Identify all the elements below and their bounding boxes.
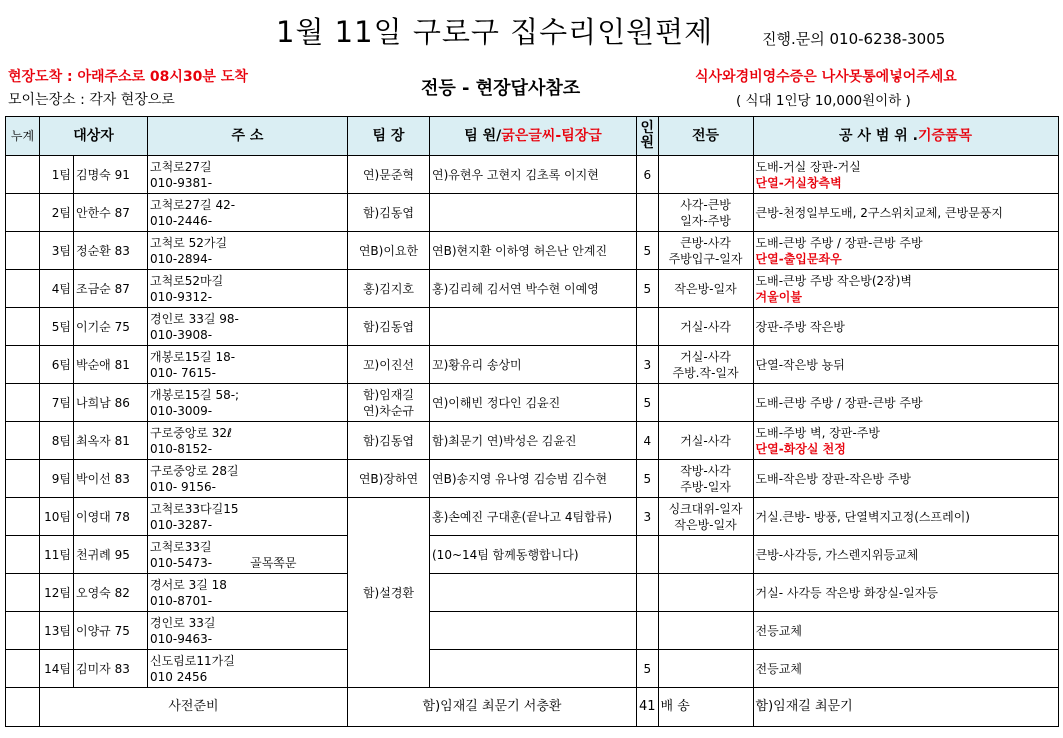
scope-cell: [753, 612, 1058, 650]
light-line-2: 작은방-일자: [674, 517, 737, 532]
light-line-2: 주방-일자: [680, 479, 731, 494]
members-cell: 연)유현우 고현지 김초록 이지현: [430, 156, 637, 194]
table-row: [6, 574, 1059, 612]
light-cell: [658, 536, 753, 574]
name-cell: 박이선 83: [74, 460, 148, 498]
phone-line: 010-2446-: [150, 213, 213, 228]
address-cell: [148, 536, 348, 574]
members-cell: 연B)송지영 유나영 김승범 김수현: [430, 460, 637, 498]
phone-line: 010-3287-: [150, 517, 213, 532]
count-cell: [637, 308, 659, 346]
light-cell: [658, 574, 753, 612]
team-cell: 8팀: [40, 422, 74, 460]
table-body: [6, 156, 1059, 688]
table-row: [6, 498, 1059, 536]
count-cell: 3: [637, 346, 659, 384]
meal-limit-note: ( 식대 1인당 10,000원이하 ): [736, 93, 911, 109]
table-row: [6, 232, 1059, 270]
receipt-notice: 식사와경비영수증은 나사못통에넣어주세요: [695, 69, 957, 85]
count-cell: 5: [637, 270, 659, 308]
prep-label: 사전준비: [40, 688, 348, 727]
col-light: 전등: [658, 117, 753, 156]
leader-cell: [348, 232, 430, 270]
address-line: 신도림로11가길: [150, 653, 235, 668]
delivery-label: 배 송: [658, 688, 753, 727]
phone-line: 010- 7615-: [150, 365, 216, 380]
leader-name: 함)김동엽: [362, 319, 415, 334]
phone-line: 010-3009-: [150, 403, 213, 418]
phone-line: 010-9381-: [150, 175, 213, 190]
address-line: 개봉로15길 18-: [150, 349, 236, 364]
address-note: 골목쪽문: [250, 555, 297, 570]
address-cell: [148, 156, 348, 194]
name-cell: 이영대 78: [74, 498, 148, 536]
light-line: 거실-사각: [680, 433, 731, 448]
leader-name: 꼬)이진선: [362, 357, 415, 372]
col-scope-note: 기증품목: [917, 128, 973, 144]
col-leader: 팀 장: [348, 117, 430, 156]
donation-line: 단열-화장실 천정: [755, 441, 846, 456]
scope-line: 도배-큰방 주방 / 장판-큰방 주방: [755, 235, 923, 250]
donation-line: 단열-출입문좌우: [755, 251, 842, 266]
scope-cell: [753, 650, 1058, 688]
light-line: 거실-사각: [680, 349, 731, 364]
leader-name-2: 연)차순규: [362, 403, 415, 418]
scope-line: 도배-큰방 주방 작은방(2장)벽: [755, 273, 913, 288]
table-row: [6, 194, 1059, 232]
scope-cell: [753, 384, 1058, 422]
table-row: [6, 650, 1059, 688]
phone-line: 010-2894-: [150, 251, 213, 266]
address-line: 구로중앙로 32ℓ: [150, 425, 233, 440]
light-line: 작은방-일자: [674, 281, 737, 296]
cumulative-cell: [6, 194, 40, 232]
name-cell: 이기순 75: [74, 308, 148, 346]
cumulative-cell: [6, 384, 40, 422]
phone-line: 010-9463-: [150, 631, 213, 646]
address-line: 고척로27길 42-: [150, 197, 236, 212]
light-cell: [658, 384, 753, 422]
scope-line: 도배-주방 벽, 장판-주방: [755, 425, 880, 440]
phone-line: 010-8152-: [150, 441, 213, 456]
table-row: [6, 612, 1059, 650]
scope-line: 단열-작은방 뇽뒤: [755, 357, 845, 372]
team-cell: 10팀: [40, 498, 74, 536]
phone-line: 010-5473-: [150, 555, 213, 570]
table-row: [6, 156, 1059, 194]
team-cell: 14팀: [40, 650, 74, 688]
address-line: 경서로 3길 18: [150, 577, 227, 592]
light-cell: [658, 270, 753, 308]
light-line: 큰방-사각: [680, 235, 731, 250]
members-cell: 홍)김리헤 김서연 박수현 이예영: [430, 270, 637, 308]
address-cell: [148, 308, 348, 346]
address-cell: [148, 460, 348, 498]
address-cell: [148, 232, 348, 270]
light-line: 사각-큰방: [680, 197, 731, 212]
light-cell: [658, 232, 753, 270]
team-cell: 13팀: [40, 612, 74, 650]
light-line-2: 일자-주방: [680, 213, 731, 228]
leader-cell: [348, 460, 430, 498]
cumulative-cell: [6, 346, 40, 384]
leader-cell: [348, 270, 430, 308]
address-line: 경인로 33길: [150, 615, 216, 630]
address-line: 구로중앙로 28길: [150, 463, 239, 478]
leader-name: 연)문준혁: [362, 167, 415, 182]
leader-name: 함)김동엽: [362, 205, 415, 220]
light-cell: [658, 346, 753, 384]
scope-cell: [753, 308, 1058, 346]
prep-members: 함)임재길 최문기 서충환: [348, 688, 637, 727]
address-line: 고척로52마길: [150, 273, 224, 288]
cumulative-cell: [6, 460, 40, 498]
name-cell: 오영숙 82: [74, 574, 148, 612]
col-members-note: 굵은글씨-팀장급: [501, 128, 602, 144]
name-cell: 조금순 87: [74, 270, 148, 308]
donation-line: 겨울이불: [755, 289, 802, 304]
cumulative-cell: [6, 574, 40, 612]
name-cell: 안한수 87: [74, 194, 148, 232]
leader-name: 연B)이요한: [358, 243, 419, 258]
address-line: 고척로27길: [150, 159, 212, 174]
cumulative-cell: [6, 536, 40, 574]
light-cell: [658, 612, 753, 650]
footer-row: [6, 688, 1059, 727]
table-row: [6, 422, 1059, 460]
cumulative-cell: [6, 156, 40, 194]
arrival-notice: 현장도착 : 아래주소로 08시30분 도착: [8, 69, 248, 85]
address-cell: [148, 612, 348, 650]
scope-cell: [753, 498, 1058, 536]
col-count-top: 인: [640, 120, 655, 136]
phone-line: 010-3908-: [150, 327, 213, 342]
members-cell: [430, 612, 637, 650]
scope-cell: [753, 232, 1058, 270]
contact-info: 진행.문의 010-6238-3005: [762, 30, 946, 48]
members-cell: 홍)손예진 구대훈(끝나고 4팀합류): [430, 498, 637, 536]
scope-cell: [753, 536, 1058, 574]
col-scope: [753, 117, 1058, 156]
scope-cell: [753, 346, 1058, 384]
count-cell: [637, 574, 659, 612]
address-line: 고척로33길: [150, 539, 212, 554]
table-row: [6, 384, 1059, 422]
light-cell: [658, 308, 753, 346]
scope-cell: [753, 156, 1058, 194]
scope-cell: [753, 422, 1058, 460]
address-cell: [148, 270, 348, 308]
members-cell: [430, 308, 637, 346]
cumulative-cell: [6, 308, 40, 346]
light-note: 전등 - 현장답사참조: [421, 78, 581, 99]
col-scope-prefix: 공 사 범 위 .: [839, 128, 918, 144]
name-cell: 정순환 83: [74, 232, 148, 270]
address-cell: [148, 346, 348, 384]
phone-line: 010- 9156-: [150, 479, 216, 494]
light-line-2: 주방.작-일자: [672, 365, 739, 380]
col-members: [430, 117, 637, 156]
col-target: 대상자: [40, 117, 148, 156]
leader-cell: [348, 422, 430, 460]
name-cell: 천귀례 95: [74, 536, 148, 574]
scope-cell: [753, 574, 1058, 612]
scope-cell: [753, 270, 1058, 308]
cumulative-cell: [6, 270, 40, 308]
team-cell: 7팀: [40, 384, 74, 422]
address-cell: [148, 498, 348, 536]
count-cell: [637, 536, 659, 574]
team-cell: 4팀: [40, 270, 74, 308]
name-cell: 김명숙 91: [74, 156, 148, 194]
name-cell: 박순애 81: [74, 346, 148, 384]
team-cell: 9팀: [40, 460, 74, 498]
members-cell: 함)최문기 연)박성은 김윤진: [430, 422, 637, 460]
count-cell: 5: [637, 232, 659, 270]
col-members-prefix: 팀 원/: [464, 128, 502, 144]
footer-empty-1: [6, 688, 40, 727]
leader-cell: [348, 384, 430, 422]
table-row: [6, 460, 1059, 498]
header-row: [6, 117, 1059, 156]
name-cell: 나희남 86: [74, 384, 148, 422]
light-line-2: 주방입구-일자: [668, 251, 743, 266]
leader-name: 함)임재길: [362, 387, 415, 402]
light-cell: [658, 156, 753, 194]
members-cell: 연B)현지환 이하영 허은난 안계진: [430, 232, 637, 270]
table-row: [6, 308, 1059, 346]
col-cumulative: 누계: [6, 117, 40, 156]
table-row: [6, 346, 1059, 384]
members-cell: 꼬)황유리 송상미: [430, 346, 637, 384]
light-line: 작방-사각: [680, 463, 731, 478]
light-line: 거실-사각: [680, 319, 731, 334]
members-cell: [430, 194, 637, 232]
scope-line: 큰방-사각등, 가스렌지위등교체: [755, 547, 919, 562]
leader-name: 연B)장하연: [358, 471, 419, 486]
leader-name: 홍)김지호: [362, 281, 415, 296]
leader-cell: [348, 194, 430, 232]
cumulative-cell: [6, 612, 40, 650]
address-cell: [148, 422, 348, 460]
col-address: 주 소: [148, 117, 348, 156]
address-cell: [148, 194, 348, 232]
address-cell: [148, 574, 348, 612]
scope-line: 도배-작은방 장판-작은방 주방: [755, 471, 911, 486]
name-cell: 이양규 75: [74, 612, 148, 650]
count-cell: 4: [637, 422, 659, 460]
team-cell: 2팀: [40, 194, 74, 232]
scope-line: 전등교체: [755, 623, 802, 638]
light-cell: [658, 194, 753, 232]
count-cell: 6: [637, 156, 659, 194]
phone-line: 010-8701-: [150, 593, 213, 608]
table-row: [6, 270, 1059, 308]
scope-line: 거실.큰방- 방풍, 단열벽지고정(스프레이): [755, 509, 970, 524]
leader-name: 함)김동엽: [362, 433, 415, 448]
team-cell: 3팀: [40, 232, 74, 270]
leader-cell: [348, 346, 430, 384]
count-cell: 5: [637, 460, 659, 498]
members-cell: (10~14팀 함께동행합니다): [430, 536, 637, 574]
team-cell: 1팀: [40, 156, 74, 194]
cumulative-cell: [6, 232, 40, 270]
team-cell: 11팀: [40, 536, 74, 574]
light-cell: [658, 460, 753, 498]
scope-line: 도배-큰방 주방 / 장판-큰방 주방: [755, 395, 923, 410]
light-cell: [658, 650, 753, 688]
address-cell: [148, 384, 348, 422]
meeting-place: 모이는장소 : 각자 현장으로: [8, 92, 175, 108]
cumulative-cell: [6, 422, 40, 460]
count-cell: [637, 194, 659, 232]
cumulative-cell: [6, 498, 40, 536]
members-cell: [430, 650, 637, 688]
phone-line: 010 2456: [150, 669, 208, 684]
scope-line: 큰방-천정일부도배, 2구스위치교체, 큰방문풍지: [755, 205, 1004, 220]
leader-cell: 함)설경환: [348, 498, 430, 688]
col-count-bottom: 원: [640, 135, 655, 151]
light-cell: [658, 422, 753, 460]
light-cell: [658, 498, 753, 536]
address-line: 고척로33다길15: [150, 501, 239, 516]
table-row: [6, 536, 1059, 574]
count-cell: 5: [637, 384, 659, 422]
scope-line: 도배-거실 장판-거실: [755, 159, 861, 174]
leader-cell: [348, 308, 430, 346]
col-count: [637, 117, 659, 156]
team-cell: 12팀: [40, 574, 74, 612]
name-cell: 최옥자 81: [74, 422, 148, 460]
donation-line: 단열-거실창측벽: [755, 175, 842, 190]
name-cell: 김미자 83: [74, 650, 148, 688]
address-line: 개봉로15길 58-;: [150, 387, 240, 402]
phone-line: 010-9312-: [150, 289, 213, 304]
scope-line: 거실- 사각등 작은방 화장실-일자등: [755, 585, 938, 600]
members-cell: [430, 574, 637, 612]
team-cell: 6팀: [40, 346, 74, 384]
address-cell: [148, 650, 348, 688]
total-count: 41: [637, 688, 659, 727]
members-cell: 연)이해빈 정다인 김윤진: [430, 384, 637, 422]
address-line: 고척로 52가길: [150, 235, 228, 250]
leader-cell: [348, 156, 430, 194]
light-line: 싱크대위-일자: [668, 501, 743, 516]
delivery-members: 함)임재길 최문기: [753, 688, 1058, 727]
scope-cell: [753, 194, 1058, 232]
team-cell: 5팀: [40, 308, 74, 346]
count-cell: [637, 612, 659, 650]
address-line: 경인로 33길 98-: [150, 311, 239, 326]
page-title: 1월 11일 구로구 집수리인원편제: [276, 15, 714, 49]
count-cell: 3: [637, 498, 659, 536]
assignment-table: [5, 116, 1059, 727]
count-cell: 5: [637, 650, 659, 688]
scope-line: 장판-주방 작은방: [755, 319, 845, 334]
scope-cell: [753, 460, 1058, 498]
cumulative-cell: [6, 650, 40, 688]
scope-line: 전등교체: [755, 661, 802, 676]
